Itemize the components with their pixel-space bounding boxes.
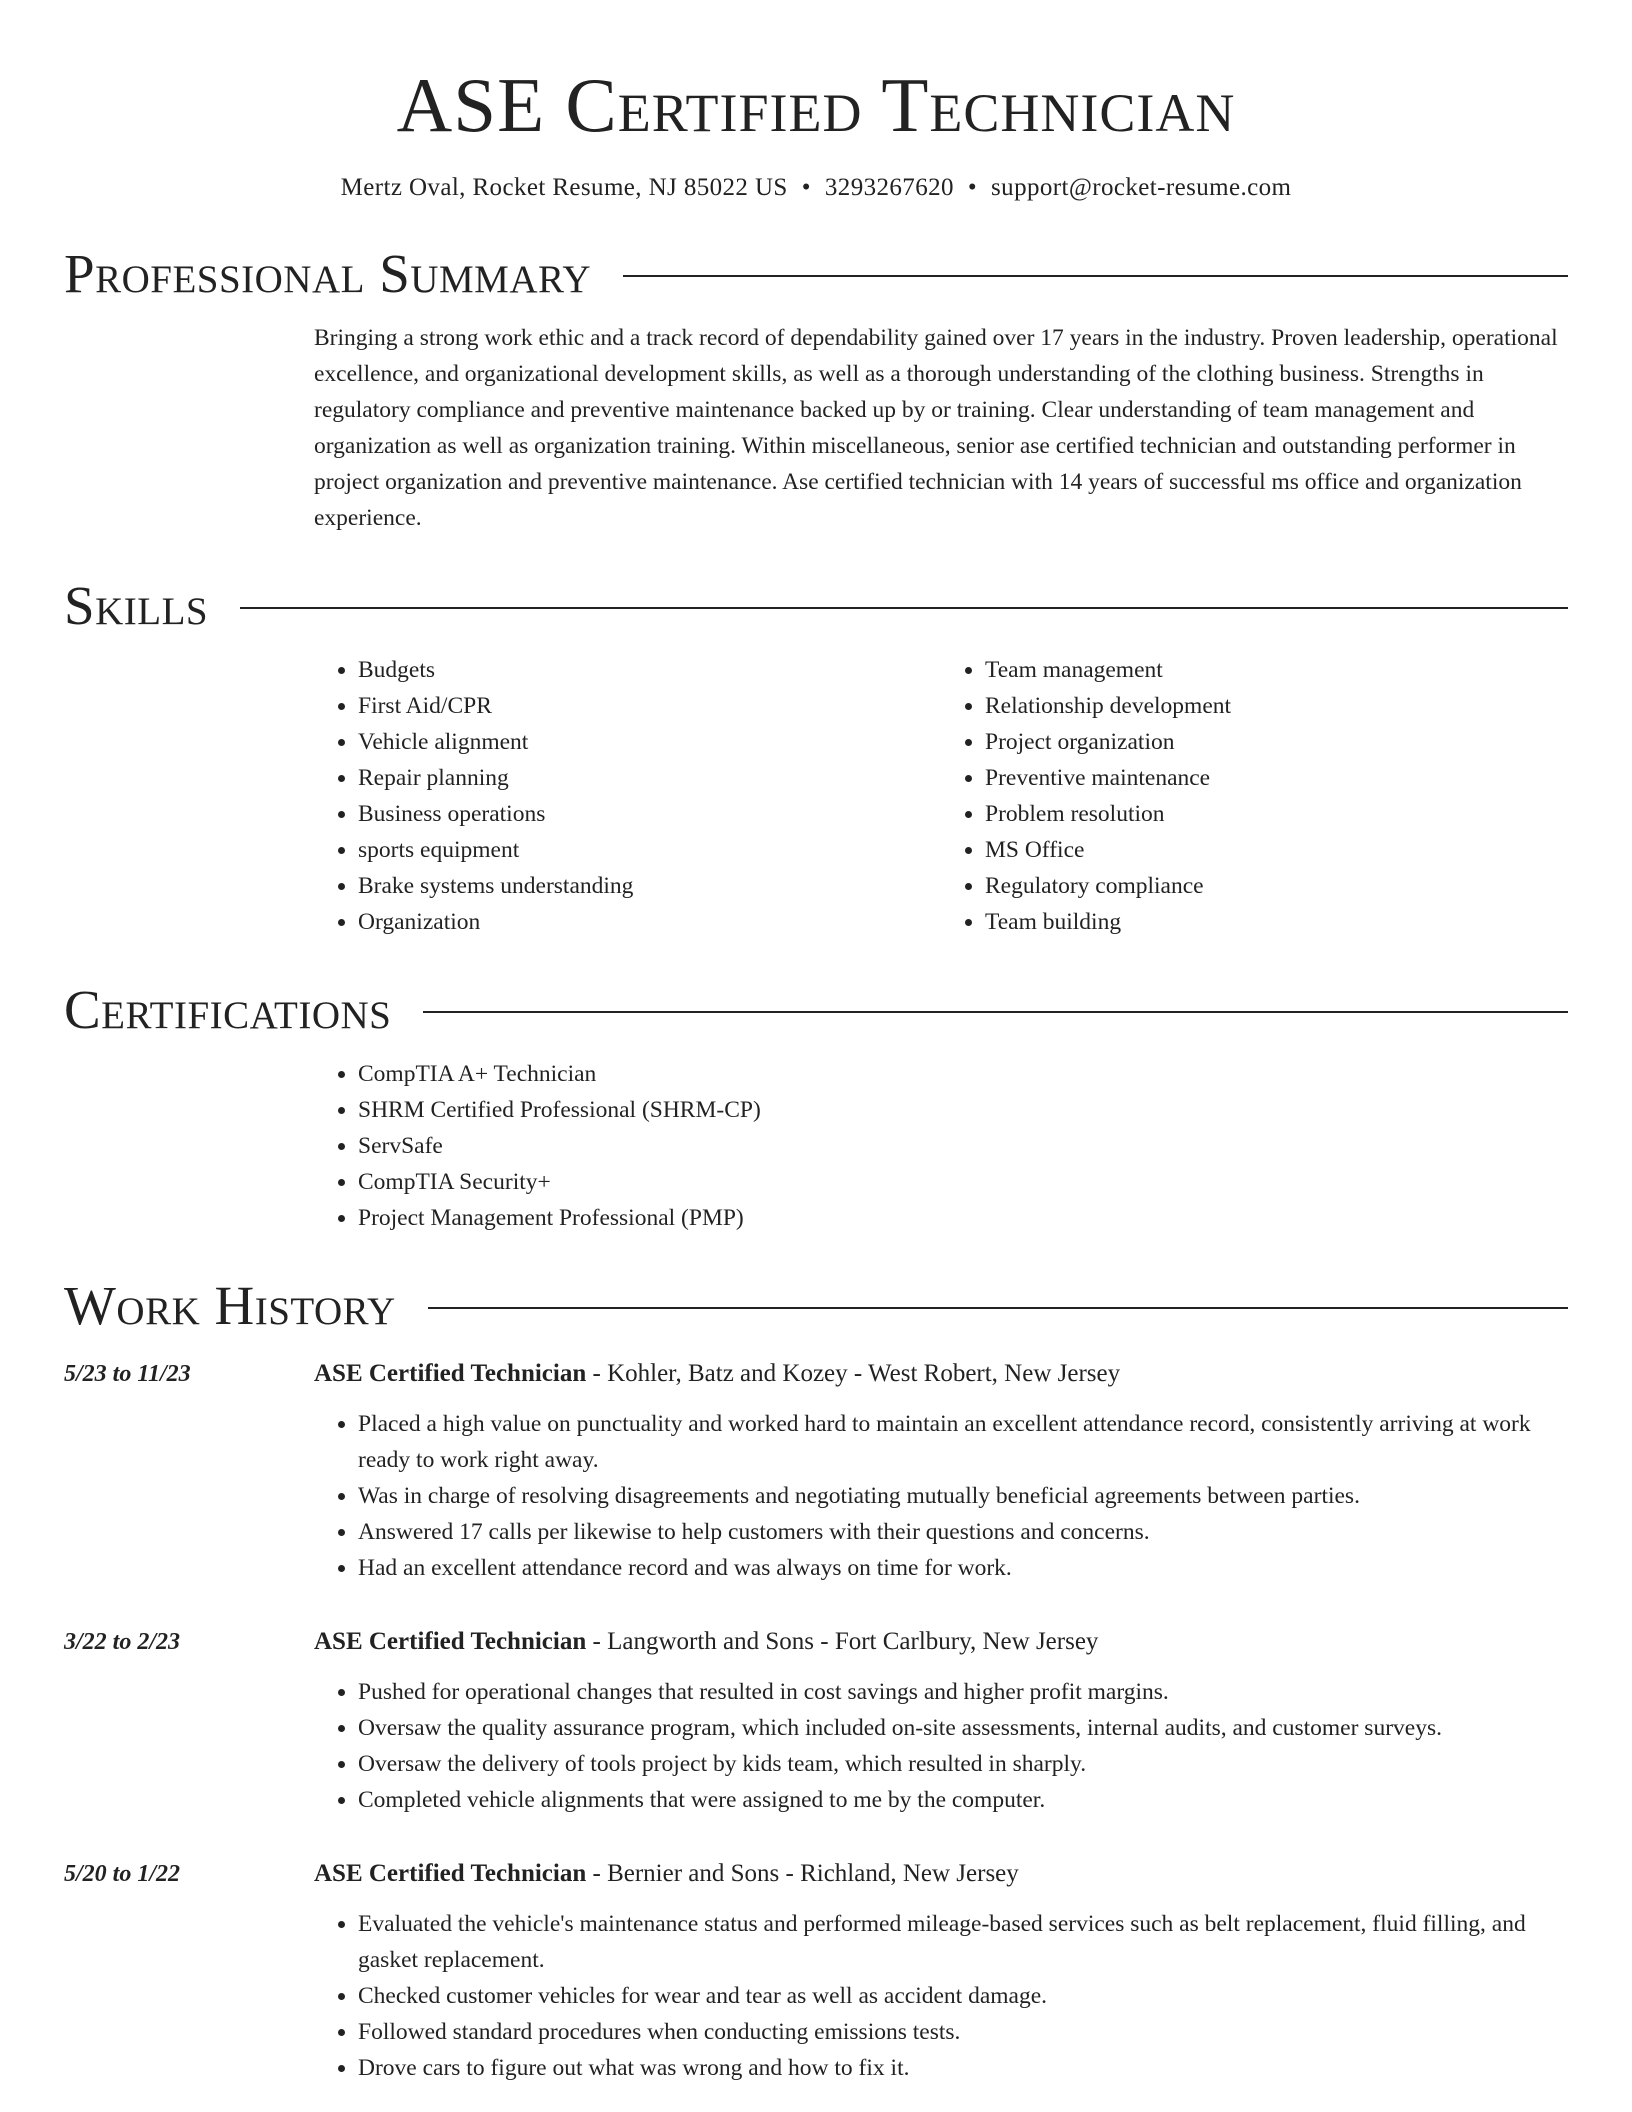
job-details (314, 1624, 1568, 1818)
contact-line (64, 172, 1568, 204)
section-divider (428, 1307, 1568, 1309)
job-bullet: • Had an excellent attendance record and was always on time for work. (358, 1550, 1568, 1586)
job-bullets (314, 1906, 1568, 2086)
certifications-list (314, 1056, 1568, 1236)
job-employer: - Kohler, Batz and Kozey - West Robert, New Jersey (586, 1360, 1121, 1387)
job-title-line (314, 1624, 1568, 1660)
job-bullets (314, 1674, 1568, 1818)
certification-item: • Project Management Professional (PMP) (358, 1200, 1568, 1236)
job-details (314, 1356, 1568, 1586)
skill-item: • MS Office (985, 832, 1568, 868)
contact-separator: • (967, 174, 978, 201)
skill-item: • Vehicle alignment (358, 724, 941, 760)
job-employer: - Bernier and Sons - Richland, New Jersey (586, 1860, 1019, 1887)
job-employer: - Langworth and Sons - Fort Carlbury, New Jersey (586, 1628, 1099, 1655)
job-bullet: • Placed a high value on punctuality and worked hard to maintain an excellent attendance record, consistently arriving at work ready to work right away. (358, 1406, 1568, 1478)
job-entry (64, 1624, 1568, 1818)
skill-item: • Team building (985, 904, 1568, 940)
job-dates: 5/23 to 11/23 (64, 1361, 191, 1387)
work-history-heading: Work History (64, 1275, 396, 1336)
skills-section-header (64, 574, 1568, 638)
certifications-section (314, 1056, 1568, 1236)
job-bullet: • Followed standard procedures when conducting emissions tests. (358, 2014, 1568, 2050)
candidate-name: ASE Certified Technician (396, 62, 1236, 148)
section-divider (423, 1011, 1568, 1013)
contact-address: Mertz Oval, Rocket Resume, NJ 85022 US (340, 174, 788, 201)
section-divider (240, 607, 1568, 609)
skill-item: • Project organization (985, 724, 1568, 760)
contact-phone: 3293267620 (824, 174, 954, 201)
job-bullet: • Pushed for operational changes that resulted in cost savings and higher profit margins. (358, 1674, 1568, 1710)
skill-item: • Repair planning (358, 760, 941, 796)
skill-item: • Preventive maintenance (985, 760, 1568, 796)
section-divider (623, 275, 1568, 277)
summary-section (314, 320, 1568, 536)
skill-item: • First Aid/CPR (358, 688, 941, 724)
skill-item: • Business operations (358, 796, 941, 832)
job-title-line (314, 1356, 1568, 1392)
contact-email: support@rocket-resume.com (991, 174, 1292, 201)
skill-item: • Relationship development (985, 688, 1568, 724)
certification-item: • SHRM Certified Professional (SHRM-CP) (358, 1092, 1568, 1128)
job-bullet: • Was in charge of resolving disagreements and negotiating mutually beneficial agreements between parties. (358, 1478, 1568, 1514)
certifications-heading: Certifications (64, 979, 392, 1040)
job-bullets (314, 1406, 1568, 1586)
certifications-section-header (64, 978, 1568, 1042)
job-title: ASE Certified Technician (314, 1360, 587, 1387)
certification-item: • CompTIA A+ Technician (358, 1056, 1568, 1092)
job-details (314, 1856, 1568, 2086)
job-bullet: • Completed vehicle alignments that were assigned to me by the computer. (358, 1782, 1568, 1818)
skills-list-right (941, 652, 1568, 940)
skill-item: • Team management (985, 652, 1568, 688)
job-bullet: • Evaluated the vehicle's maintenance status and performed mileage-based services such as belt replacement, fluid filling, and gasket replacement. (358, 1906, 1568, 1978)
summary-heading: Professional Summary (64, 243, 592, 304)
skill-item: • Budgets (358, 652, 941, 688)
job-bullet: • Answered 17 calls per likewise to help customers with their questions and concerns. (358, 1514, 1568, 1550)
skills-heading: Skills (64, 575, 209, 636)
job-entry (64, 1856, 1568, 2086)
certification-item: • ServSafe (358, 1128, 1568, 1164)
job-bullet: • Oversaw the delivery of tools project by kids team, which resulted in sharply. (358, 1746, 1568, 1782)
skill-item: • sports equipment (358, 832, 941, 868)
skills-section (314, 652, 1568, 940)
job-bullet: • Drove cars to figure out what was wrong and how to fix it. (358, 2050, 1568, 2086)
contact-separator: • (801, 174, 811, 201)
summary-text: Bringing a strong work ethic and a track record of dependability gained over 17 years in the industry. Proven leadership, operational excellence, and organizational development skills, as well as a thorough understanding of the clothing business. Strengths in regulatory compliance and preventive maintenance backed up by or training. Clear understanding of team management and organization as well as organization training. Within miscellaneous, senior ase certified technician and outstanding performer in project organization and preventive maintenance. Ase certified technician with 14 years of successful ms office and organization experience. (314, 325, 1558, 531)
certification-item: • CompTIA Security+ (358, 1164, 1568, 1200)
job-bullet: • Oversaw the quality assurance program, which included on-site assessments, internal audits, and customer surveys. (358, 1710, 1568, 1746)
summary-section-header (64, 242, 1568, 306)
job-dates: 3/22 to 2/23 (64, 1629, 181, 1655)
skill-item: • Problem resolution (985, 796, 1568, 832)
work-history-section-header (64, 1274, 1568, 1338)
job-title-line (314, 1856, 1568, 1892)
skill-item: • Organization (358, 904, 941, 940)
job-bullet: • Checked customer vehicles for wear and tear as well as accident damage. (358, 1978, 1568, 2014)
skill-item: • Regulatory compliance (985, 868, 1568, 904)
skill-item: • Brake systems understanding (358, 868, 941, 904)
job-dates: 5/20 to 1/22 (64, 1861, 181, 1887)
job-entry (64, 1356, 1568, 1586)
job-title: ASE Certified Technician (314, 1860, 587, 1887)
job-title: ASE Certified Technician (314, 1628, 587, 1655)
skills-list-left (314, 652, 941, 940)
